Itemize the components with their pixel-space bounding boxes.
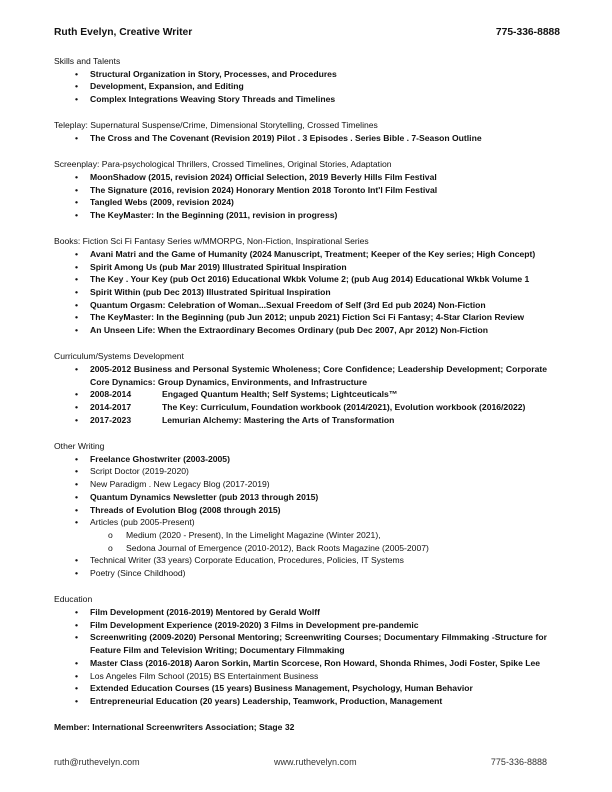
bullet-icon: • <box>75 364 79 375</box>
bullet-icon: • <box>75 210 79 221</box>
list-item <box>54 388 554 401</box>
bullet-icon: • <box>75 517 79 528</box>
item-text: Screenwriting (2009-2020) Personal Mentoring; Screenwriting Courses; Documentary Filmmaking -Structure for Feature Film and Television Writing; Documentary Filmmaking <box>90 632 547 656</box>
bullet-icon: • <box>75 453 79 464</box>
resume-section <box>54 158 554 222</box>
bullet-icon: • <box>75 555 79 566</box>
bullet-icon: • <box>75 619 79 630</box>
list-item <box>54 401 554 414</box>
section-heading: Skills and Talents <box>54 56 121 66</box>
bullet-list <box>54 132 554 145</box>
section-heading: Teleplay: Supernatural Suspense/Crime, Dimensional Storytelling, Crossed Timelines <box>54 120 378 131</box>
item-text: The Cross and The Covenant (Revision 2019) Pilot . 3 Episodes . Series Bible . 7-Season Outline <box>90 133 482 144</box>
sub-list-item <box>54 529 554 542</box>
list-item <box>54 171 554 184</box>
membership-line: Member: International Screenwriters Association; Stage 32 <box>54 722 295 733</box>
resume-header <box>54 27 560 38</box>
item-text: MoonShadow (2015, revision 2024) Official Selection, 2019 Beverly Hills Film Festival <box>90 171 437 182</box>
list-item <box>54 606 554 619</box>
section-heading: Other Writing <box>54 441 105 452</box>
list-item <box>54 631 547 656</box>
bullet-icon: • <box>75 414 79 425</box>
item-text: 2005-2012 Business and Personal Systemic Wholeness; Core Confidence; Leadership Development; Corporate Core Dynamics: Group Dynamics, Environments, and Infrastructure <box>90 364 547 387</box>
bullet-icon: • <box>75 683 79 694</box>
bullet-list <box>54 363 554 427</box>
hollow-bullet-icon: o <box>108 542 113 553</box>
bullet-list <box>54 453 554 580</box>
page-footer <box>54 757 547 767</box>
footer-phone: 775-336-8888 <box>490 757 547 767</box>
bullet-icon: • <box>75 402 79 413</box>
item-date-range: 2008-2014 <box>90 389 132 400</box>
list-item <box>54 273 554 286</box>
list-item <box>54 286 554 299</box>
item-text: Quantum Orgasm: Celebration of Woman...Sexual Freedom of Self (3rd Ed pub 2024) Non-Fiction <box>90 299 486 310</box>
list-item <box>54 68 554 81</box>
item-date-range: 2014-2017 <box>90 402 132 413</box>
list-item <box>54 516 554 529</box>
bullet-icon: • <box>75 248 79 259</box>
footer-email[interactable]: ruth@ruthevelyn.com <box>54 757 140 767</box>
bullet-icon: • <box>75 325 79 336</box>
list-item <box>54 363 547 388</box>
resume-section <box>54 235 554 337</box>
list-item <box>54 619 554 632</box>
list-item <box>54 670 554 683</box>
item-text: Threads of Evolution Blog (2008 through 2015) <box>90 504 281 515</box>
item-text: Spirit Within (pub Dec 2013) Illustrated Spiritual Inspiration <box>90 287 331 298</box>
list-item <box>54 248 554 261</box>
bullet-icon: • <box>75 568 79 579</box>
bullet-icon: • <box>75 287 79 298</box>
bullet-icon: • <box>75 670 79 681</box>
section-heading: Books: Fiction Sci Fi Fantasy Series w/MMORPG, Non-Fiction, Inspirational Series <box>54 236 369 247</box>
list-item <box>54 453 554 466</box>
item-text: Engaged Quantum Health; Self Systems; Lightceuticals™ <box>162 389 398 400</box>
bullet-icon: • <box>75 657 79 668</box>
bullet-icon: • <box>75 133 79 144</box>
item-text: Master Class (2016-2018) Aaron Sorkin, Martin Scorcese, Ron Howard, Shonda Rhimes, Jodi Foster, Spike Lee <box>90 657 541 668</box>
section-heading: Screenplay: Para-psychological Thrillers, Crossed Timelines, Original Stories, Adaptation <box>54 159 392 170</box>
item-text: The Key . Your Key (pub Oct 2016) Educational Wkbk Volume 2; (pub Aug 2014) Educational Wkbk Volume 1 <box>90 274 530 285</box>
item-text: Freelance Ghostwriter (2003-2005) <box>90 453 230 464</box>
resume-section <box>54 55 554 106</box>
bullet-icon: • <box>75 504 79 515</box>
bullet-icon: • <box>75 299 79 310</box>
bullet-list <box>54 606 554 708</box>
list-item <box>54 657 554 670</box>
bullet-list <box>54 171 554 222</box>
item-text: Los Angeles Film School (2015) BS Entertainment Business <box>90 670 319 681</box>
item-text: Film Development Experience (2019-2020) 3 Films in Development pre-pandemic <box>90 619 419 630</box>
section-heading: Education <box>54 594 93 605</box>
list-item <box>54 209 554 222</box>
bullet-icon: • <box>75 274 79 285</box>
item-text: Lemurian Alchemy: Mastering the Arts of Transformation <box>162 414 395 425</box>
item-text: Poetry (Since Childhood) <box>90 568 186 579</box>
item-text: New Paradigm . New Legacy Blog (2017-2019) <box>90 479 270 490</box>
item-text: Entrepreneurial Education (20 years) Leadership, Teamwork, Production, Management <box>90 695 443 706</box>
list-item <box>54 504 554 517</box>
footer-website[interactable]: www.ruthevelyn.com <box>274 757 357 767</box>
sub-list-item <box>54 542 554 555</box>
resume-section <box>54 350 554 426</box>
item-text: Quantum Dynamics Newsletter (pub 2013 through 2015) <box>90 491 319 502</box>
bullet-icon: • <box>75 184 79 195</box>
list-item <box>54 196 554 209</box>
list-item <box>54 311 554 324</box>
item-text: Script Doctor (2019-2020) <box>90 466 189 477</box>
bullet-icon: • <box>75 607 79 618</box>
list-item <box>54 299 554 312</box>
bullet-icon: • <box>75 695 79 706</box>
item-text: Medium (2020 - Present), In the Limelight Magazine (Winter 2021), <box>126 530 381 540</box>
bullet-icon: • <box>75 389 79 400</box>
item-text: Structural Organization in Story, Processes, and Procedures <box>90 68 337 79</box>
bullet-icon: • <box>75 68 79 79</box>
bullet-icon: • <box>75 466 79 477</box>
item-text: Avani Matri and the Game of Humanity (2024 Manuscript, Treatment; Keeper of the Key series; High Concept) <box>90 248 536 259</box>
section-heading: Curriculum/Systems Development <box>54 351 184 362</box>
list-item <box>54 478 554 491</box>
resume-body <box>54 55 554 734</box>
author-name-title: Ruth Evelyn, Creative Writer <box>54 27 193 38</box>
item-text: Development, Expansion, and Editing <box>90 81 244 92</box>
item-text: The Signature (2016, revision 2024) Honorary Mention 2018 Toronto Int'l Film Festival <box>90 184 438 195</box>
item-text: The KeyMaster: In the Beginning (pub Jun 2012; unpub 2021) Fiction Sci Fi Fantasy; 4-Star Clarion Review <box>90 312 525 323</box>
item-text: An Unseen Life: When the Extraordinary Becomes Ordinary (pub Dec 2007, Apr 2012) Non-Fiction <box>90 325 488 336</box>
bullet-icon: • <box>75 197 79 208</box>
list-item <box>54 93 554 106</box>
resume-section <box>54 119 554 144</box>
list-item <box>54 261 554 274</box>
sections <box>54 55 554 708</box>
bullet-icon: • <box>75 632 79 643</box>
list-item <box>54 184 554 197</box>
list-item <box>54 324 554 337</box>
item-text: Film Development (2016-2019) Mentored by Gerald Wolff <box>90 607 321 618</box>
bullet-list <box>54 248 554 337</box>
resume-section <box>54 440 554 580</box>
hollow-bullet-icon: o <box>108 530 113 540</box>
item-text: Tangled Webs (2009, revision 2024) <box>90 197 234 208</box>
list-item <box>54 554 554 567</box>
bullet-icon: • <box>75 261 79 272</box>
bullet-icon: • <box>75 94 79 105</box>
list-item <box>54 695 554 708</box>
header-phone: 775-336-8888 <box>495 27 560 38</box>
item-text: Extended Education Courses (15 years) Business Management, Psychology, Human Behavior <box>90 683 473 694</box>
bullet-icon: • <box>75 171 79 182</box>
bullet-icon: • <box>75 81 79 92</box>
item-text: Spirit Among Us (pub Mar 2019) Illustrated Spiritual Inspiration <box>90 261 347 272</box>
item-text: Sedona Journal of Emergence (2010-2012), Back Roots Magazine (2005-2007) <box>126 542 429 553</box>
item-text: Technical Writer (33 years) Corporate Education, Procedures, Policies, IT Systems <box>90 555 404 566</box>
bullet-list <box>54 68 554 106</box>
list-item <box>54 491 554 504</box>
list-item <box>54 567 554 580</box>
item-text: The Key: Curriculum, Foundation workbook (2014/2021), Evolution workbook (2016/2022) <box>162 402 526 413</box>
item-text: Complex Integrations Weaving Story Threads and Timelines <box>90 94 336 105</box>
list-item <box>54 682 554 695</box>
resume-section <box>54 593 554 707</box>
bullet-icon: • <box>75 479 79 490</box>
list-item <box>54 132 554 145</box>
list-item <box>54 80 554 93</box>
item-text: Articles (pub 2005-Present) <box>90 517 195 528</box>
list-item <box>54 465 554 478</box>
item-date-range: 2017-2023 <box>90 414 132 425</box>
bullet-icon: • <box>75 312 79 323</box>
item-text: The KeyMaster: In the Beginning (2011, revision in progress) <box>90 210 338 221</box>
list-item <box>54 414 554 427</box>
bullet-icon: • <box>75 491 79 502</box>
